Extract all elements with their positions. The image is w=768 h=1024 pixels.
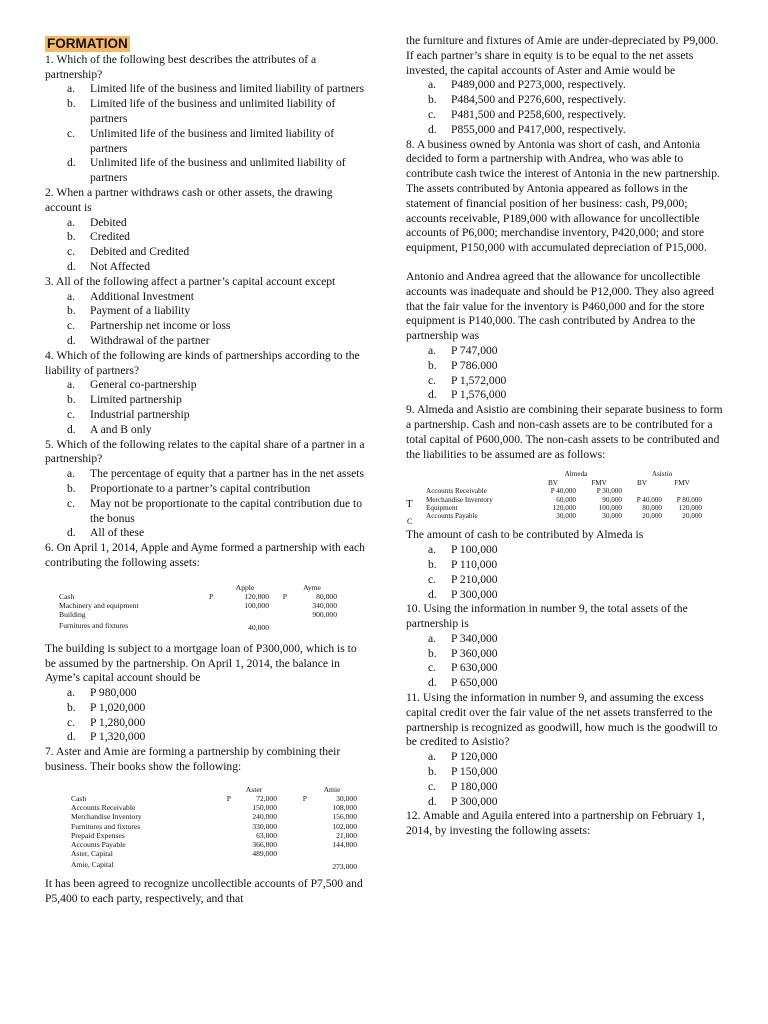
column-header: Almeda [564,470,588,479]
section-title: FORMATION [47,36,128,51]
table-row: Building 900,000 [59,610,337,620]
option-item: a. The percentage of equity that a partner has in the net assets [67,467,364,481]
table-row: Furnitures and fixtures 330,000 102,000 [71,821,357,831]
option-item: c. Unlimited life of the business and limited liability of partners [67,126,335,155]
option-item: c. Industrial partnership [67,407,190,421]
question-8-options [406,344,726,403]
almeda-asistio-table [426,470,702,520]
option-item: b. Credited [67,230,130,244]
table-row: Accounts Receivable 150,000 108,000 [71,803,357,813]
column-header: Aster [245,784,263,794]
question-9-stem: 9. Almeda and Asistio are combining their separate business to form a partnership. Cash and non-cash assets are to be contributed for a total capital of P600,000. The non-cash assets to be contributed and the liabilities to be assumed are as follows: [406,403,723,461]
option-item: b. P484,500 and P276,600, respectively. [428,93,626,107]
option-item: a. Debited [67,215,127,229]
table-group-header-row [426,470,702,478]
question-8-text: Antonio and Andrea agreed that the allowance for uncollectible accounts was inadequate and should be P12,000. They also agreed that the fair value for the inventory is P460,000 and for the store equipment is P140,000. The cash contributed by Andrea to the partnership was [406,269,714,343]
apple-ayme-table [59,583,337,632]
question-12-stem: 12. Amable and Aguila entered into a partnership on February 1, 2014, by investing the following assets: [406,809,705,838]
option-item: d. P 1,576,000 [428,388,507,402]
question-7-stem: 7. Aster and Amie are forming a partnership by combining their business. Their books show the following: [45,745,341,774]
question-8-stem: 8. A business owned by Antonia was short of cash, and Antonia decided to form a partnership with Andrea, who was able to contribute cash twice the interest of Antonia in the new partnership. The assets contributed by Antonia appeared as follows in the statement of financial position of her business: cash, P9,000; accounts receivable, P189,000 with allowance for uncollectible accounts of P6,000; merchandise inventory, P420,000; and store equipment, P150,000 with accumulated depreciation of P15,000. [406,137,720,255]
option-item: d. All of these [67,526,145,540]
option-item: b. Payment of a liability [67,304,191,318]
option-item: c. Partnership net income or loss [67,319,231,333]
option-item: c. Debited and Credited [67,245,190,259]
option-item: b. Proportionate to a partner’s capital contribution [67,481,311,495]
option-item: a. General co-partnership [67,378,197,392]
option-item: d. A and B only [67,422,152,436]
table-row: Aster, Capital 489,000 [71,849,277,859]
question-7-options [406,78,726,137]
column-header: Apple [235,582,255,592]
table-row: Merchandise Inventory 240,000 156,000 [71,812,357,822]
table-row: Accounts Payable 30,000 30,000 20,000 20,000 [426,512,702,521]
question-2-options [45,216,365,275]
option-item: d. P 650,000 [428,676,498,690]
option-item: a. P 980,000 [67,686,137,700]
question-2-stem: 2. When a partner withdraws cash or other assets, the drawing account is [45,185,333,214]
table-header-row [59,583,337,592]
option-item: a. P 747,000 [428,343,498,357]
option-item: b. P 110,000 [428,557,498,571]
question-10-options [406,632,726,691]
option-item: c. P481,500 and P258,600, respectively. [428,107,626,121]
table-row: Machinery and equipment 100,000 340,000 [59,601,337,611]
column-header: Amie [323,784,341,794]
table-row: Cash P 72,000 P 30,000 [71,794,357,804]
option-item: d. P 300,000 [428,794,498,808]
option-item: b. P 150,000 [428,765,498,779]
option-item: b. Limited life of the business and unlimited liability of partners [67,97,336,125]
option-item: a. P 100,000 [428,543,498,557]
question-7-continued: the furniture and fixtures of Amie are under-depreciated by P9,000. If each partner’s share in equity is to be equal to the net assets invested, the capital accounts of Aster and Amie would be [406,34,719,77]
option-item: a. P 340,000 [428,631,498,645]
column-header: Asistio [651,470,673,479]
option-item: a. P489,000 and P273,000, respectively. [428,78,626,92]
question-11-stem: 11. Using the information in number 9, and assuming the excess capital credit over the fair value of the net assets transferred to the partnership is recognized as goodwill, how much is the goodwill to be credited to Asistio? [406,691,718,749]
table-row: Amie, Capital 273,000 [71,860,357,871]
margin-mark: T [406,498,413,511]
paragraph-gap [406,256,726,270]
option-item: a. P 120,000 [428,750,498,764]
question-5-options [45,467,365,541]
table-row: Prepaid Expenses 63,000 21,000 [71,830,357,840]
question-4-options [45,378,365,437]
option-item: d. Withdrawal of the partner [67,333,210,347]
question-9-options [406,543,726,602]
option-item: b. P 786.000 [428,358,498,372]
question-5-stem: 5. Which of the following relates to the capital share of a partner in a partnership? [45,437,365,466]
option-item: d. P 300,000 [428,587,498,601]
option-item: d. P 1,320,000 [67,730,146,744]
question-6-stem: 6. On April 1, 2014, Apple and Ayme formed a partnership with each contributing the following assets: [45,541,365,569]
question-3-options [45,290,365,349]
question-6-text: The building is subject to a mortgage loan of P300,000, which is to be assumed by the partnership. On April 1, 2014, the balance in Ayme’s capital account should be [45,641,357,685]
option-item: d. Not Affected [67,259,150,273]
left-column [45,34,365,906]
table-header-row [71,785,357,794]
option-item: c. P 180,000 [428,779,498,793]
option-item: b. Limited partnership [67,393,182,407]
question-10-stem: 10. Using the information in number 9, the total assets of the partnership is [406,602,688,631]
option-item: c. P 1,572,000 [428,373,507,387]
table-row: Cash P 120,000 P 80,000 [59,591,337,601]
almeda-asistio-block [406,470,726,528]
question-4-stem: 4. Which of the following are kinds of partnerships according to the liability of partners? [45,348,360,377]
option-item: c. P 630,000 [428,661,498,675]
option-item: b. P 360,000 [428,646,498,660]
option-item: a. Additional Investment [67,289,195,303]
column-header: Ayme [303,582,321,592]
option-item: c. May not be proportionate to the capital contribution due to the bonus [67,496,363,525]
table-row: Equipment 120,000 100,000 80,000 120,000 [426,503,702,512]
aster-amie-table [71,785,357,871]
question-3-stem: 3. All of the following affect a partner’s capital account except [45,274,336,288]
option-item: c. P 210,000 [428,572,498,586]
question-1-stem: 1. Which of the following best describes the attributes of a partnership? [45,52,317,81]
question-1-options [45,82,365,186]
option-item: c. P 1,280,000 [67,715,146,729]
table-header-row: BV FMV BV FMV [548,478,690,487]
table-row: Accounts Payable 366,000 144,000 [71,840,357,850]
right-column [406,34,726,839]
table-row: Merchandise Inventory 60,000 90,000 P 40,000 P 80,000 [426,495,702,504]
margin-mark: C [407,517,413,527]
option-item: d. Unlimited life of the business and unlimited liability of partners [67,156,346,185]
option-item: b. P 1,020,000 [67,700,146,714]
question-9-text: The amount of cash to be contributed by Almeda is [406,528,644,542]
question-7-text: It has been agreed to recognize uncollectible accounts of P7,500 and P5,400 to each party, respectively, and that [45,876,363,905]
question-6-options [45,686,365,745]
table-row: Accounts Receivable P 40,000 P 30,000 [426,487,622,496]
option-item: d. P855,000 and P417,000, respectively. [428,122,626,136]
option-item: a. Limited life of the business and limited liability of partners [67,82,365,96]
table-row: Furnitures and fixtures 40,000 [59,621,269,632]
question-11-options [406,750,726,809]
